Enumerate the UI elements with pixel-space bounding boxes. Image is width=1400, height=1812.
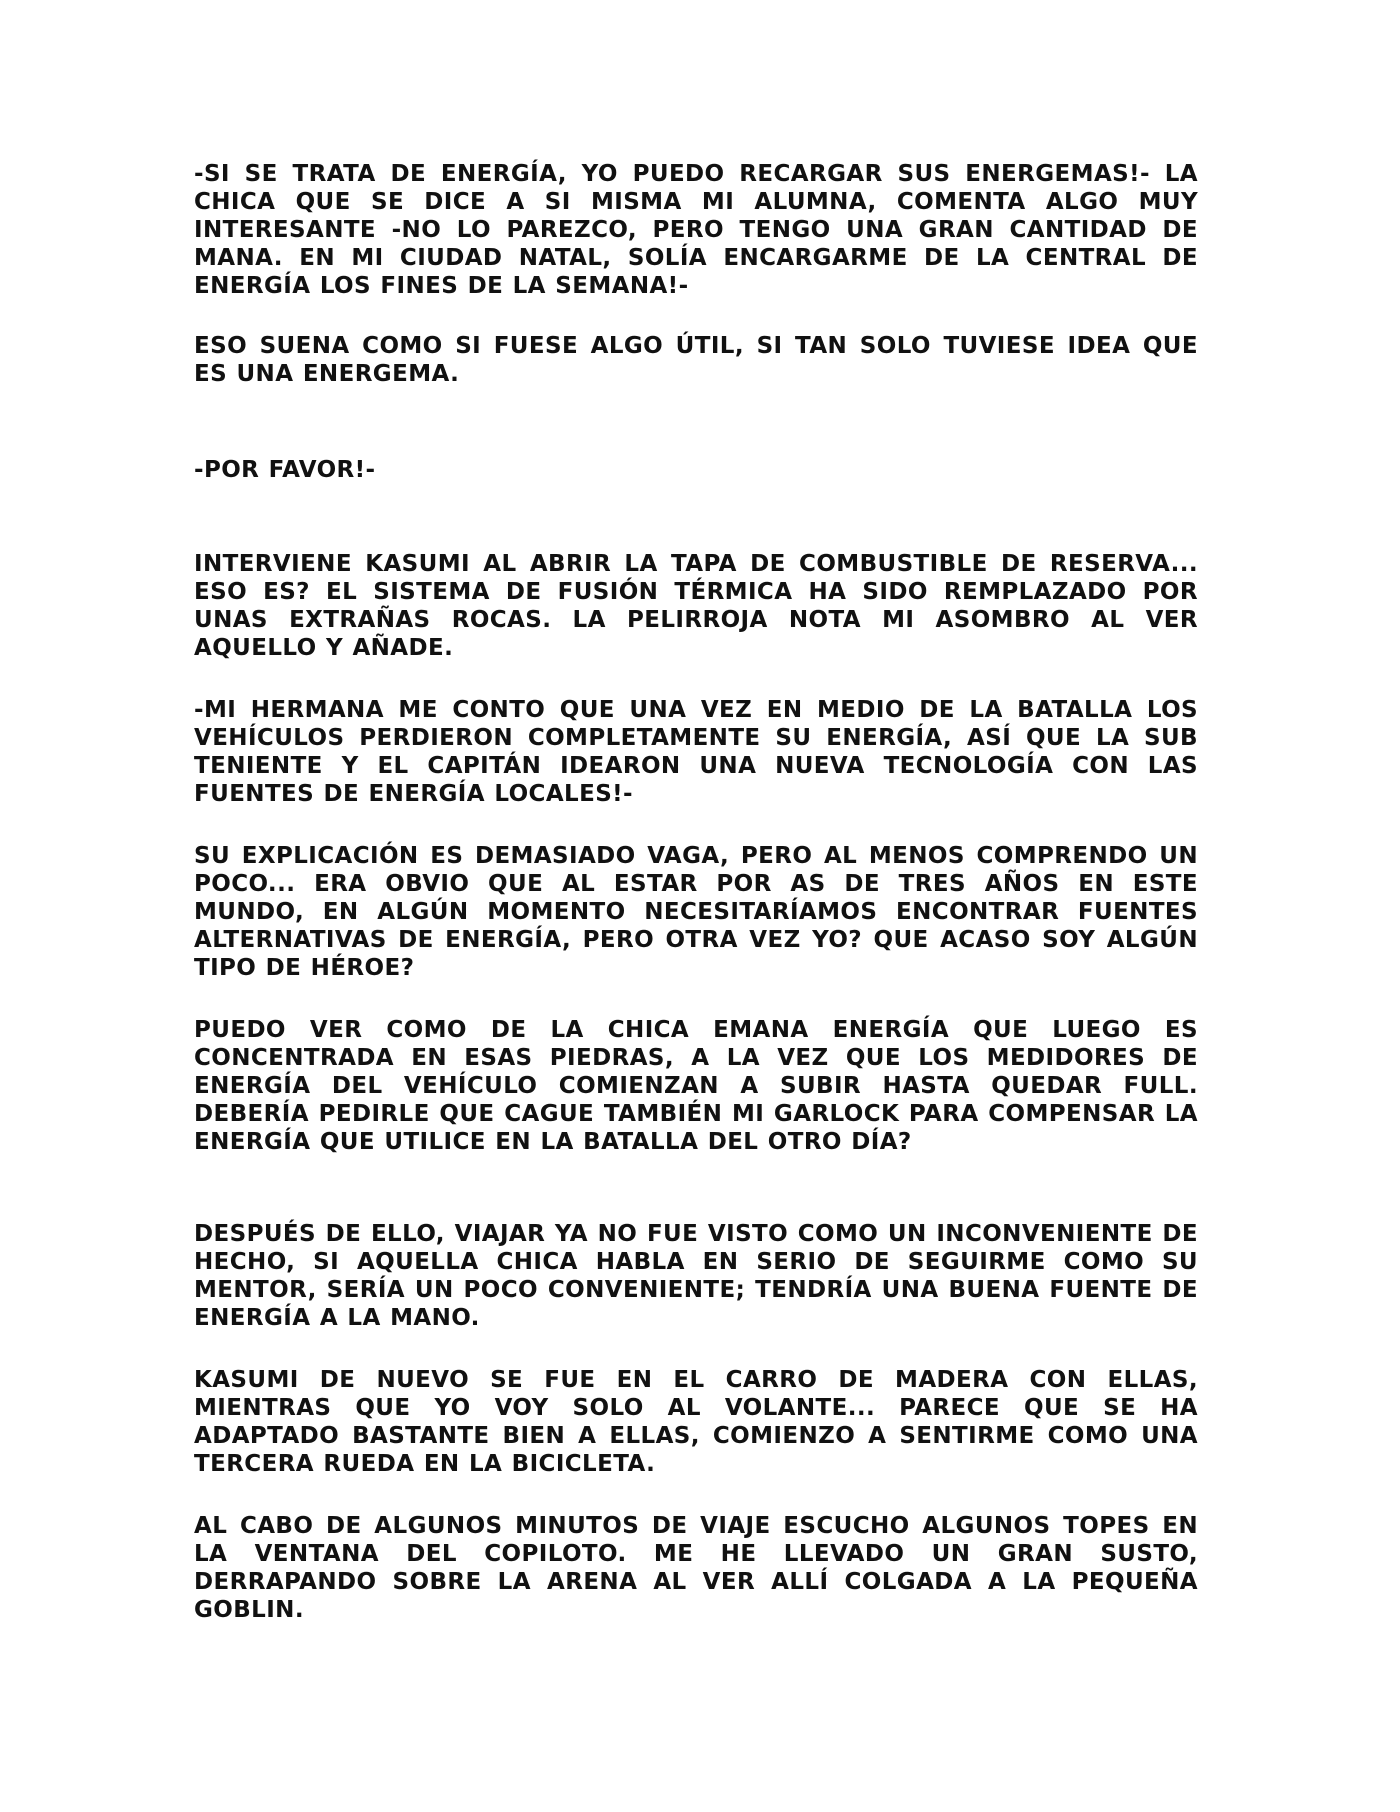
paragraph: -POR FAVOR!- — [194, 457, 376, 483]
paragraph: DESPUÉS DE ELLO, VIAJAR YA NO FUE VISTO COMO UN INCONVENIENTE DE HECHO, SI AQUELLA CHICA HABLA EN SERIO DE SEGUIRME COMO SU MENTOR, SERÍA UN POCO CONVENIENTE; TENDRÍA UNA BUENA FUENTE DE ENERGÍA A LA MANO. — [194, 1221, 1198, 1331]
paragraph: INTERVIENE KASUMI AL ABRIR LA TAPA DE COMBUSTIBLE DE RESERVA... ESO ES? EL SISTEMA DE FUSIÓN TÉRMICA HA SIDO REMPLAZADO POR UNAS EXTRAÑAS ROCAS. LA PELIRROJA NOTA MI ASOMBRO AL VER AQUELLO Y AÑADE. — [194, 551, 1198, 661]
paragraph: KASUMI DE NUEVO SE FUE EN EL CARRO DE MADERA CON ELLAS, MIENTRAS QUE YO VOY SOLO AL VOLANTE... PARECE QUE SE HA ADAPTADO BASTANTE BIEN A ELLAS, COMIENZO A SENTIRME COMO UNA TERCERA RUEDA EN LA BICICLETA. — [194, 1367, 1198, 1477]
paragraph: -SI SE TRATA DE ENERGÍA, YO PUEDO RECARGAR SUS ENERGEMAS!- LA CHICA QUE SE DICE A SI MISMA MI ALUMNA, COMENTA ALGO MUY INTERESANTE -NO LO PAREZCO, PERO TENGO UNA GRAN CANTIDAD DE MANA. EN MI CIUDAD NATAL, SOLÍA ENCARGARME DE LA CENTRAL DE ENERGÍA LOS FINES DE LA SEMANA!- — [194, 161, 1198, 299]
paragraph: AL CABO DE ALGUNOS MINUTOS DE VIAJE ESCUCHO ALGUNOS TOPES EN LA VENTANA DEL COPILOTO. ME HE LLEVADO UN GRAN SUSTO, DERRAPANDO SOBRE LA ARENA AL VER ALLÍ COLGADA A LA PEQUEÑA GOBLIN. — [194, 1513, 1198, 1623]
paragraph: ESO SUENA COMO SI FUESE ALGO ÚTIL, SI TAN SOLO TUVIESE IDEA QUE ES UNA ENERGEMA. — [194, 333, 1198, 387]
paragraph: PUEDO VER COMO DE LA CHICA EMANA ENERGÍA QUE LUEGO ES CONCENTRADA EN ESAS PIEDRAS, A LA VEZ QUE LOS MEDIDORES DE ENERGÍA DEL VEHÍCULO COMIENZAN A SUBIR HASTA QUEDAR FULL. DEBERÍA PEDIRLE QUE CAGUE TAMBIÉN MI GARLOCK PARA COMPENSAR LA ENERGÍA QUE UTILICE EN LA BATALLA DEL OTRO DÍA? — [194, 1017, 1198, 1155]
paragraph: -MI HERMANA ME CONTO QUE UNA VEZ EN MEDIO DE LA BATALLA LOS VEHÍCULOS PERDIERON COMPLETAMENTE SU ENERGÍA, ASÍ QUE LA SUB TENIENTE Y EL CAPITÁN IDEARON UNA NUEVA TECNOLOGÍA CON LAS FUENTES DE ENERGÍA LOCALES!- — [194, 697, 1198, 807]
paragraph: SU EXPLICACIÓN ES DEMASIADO VAGA, PERO AL MENOS COMPRENDO UN POCO... ERA OBVIO QUE AL ESTAR POR AS DE TRES AÑOS EN ESTE MUNDO, EN ALGÚN MOMENTO NECESITARÍAMOS ENCONTRAR FUENTES ALTERNATIVAS DE ENERGÍA, PERO OTRA VEZ YO? QUE ACASO SOY ALGÚN TIPO DE HÉROE? — [194, 843, 1198, 981]
